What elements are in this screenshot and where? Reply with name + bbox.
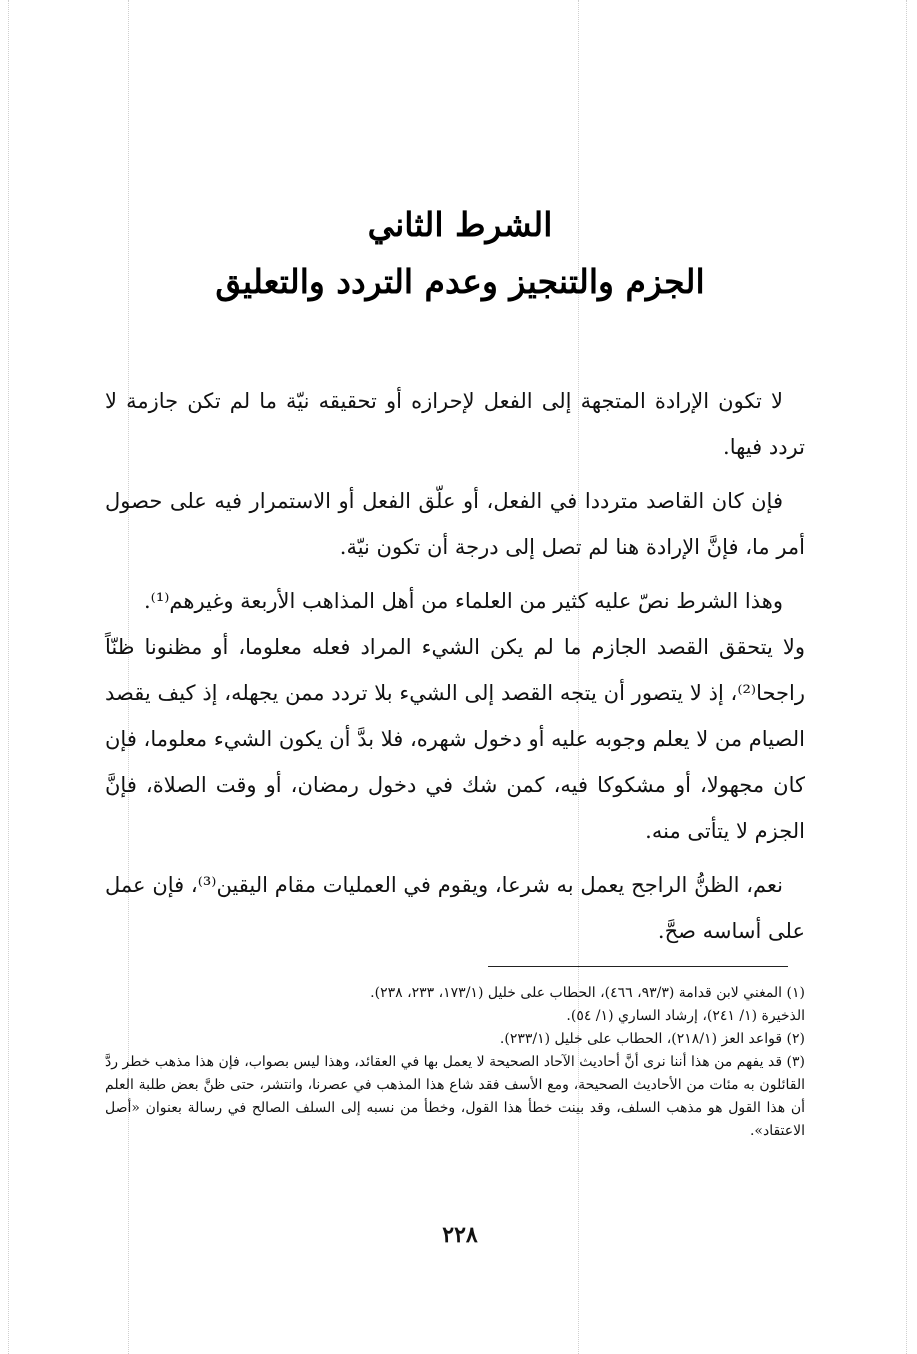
section-subtitle: الجزم والتنجيز وعدم التردد والتعليق [215, 262, 705, 301]
dotted-guide-line [8, 0, 9, 1354]
footnote: (٣) قد يفهم من هذا أننا نرى أنَّ أحاديث الآحاد الصحيحة لا يعمل بها في العقائد، وهذا ليس بصواب، فإن هذا مذهب خطر ردَّ القائلون به مئات من الأحاديث الصحيحة، ومع الأسف فقد شاع هذا المذهب في عصرنا، وانتشر، حتى ظنَّ بعض طلبة العلم أن هذا القول هو مذهب السلف، وقد بينت خطأ هذا القول، وخطأ من نسبه إلى السلف الصالح في رسالة بعنوان «أصل الاعتقاد». [105, 1054, 805, 1139]
footnote-separator [488, 966, 788, 967]
section-title: الشرط الثاني [367, 205, 553, 244]
paragraph: نعم، الظنُّ الراجح يعمل به شرعا، ويقوم في العمليات مقام اليقين⁽³⁾، فإن عمل على أساسه صحَّ. [105, 873, 805, 943]
footnote: (١) المغني لابن قدامة (٩٣/٣، ٤٦٦)، الحطاب على خليل (١٧٣/١، ٢٣٣، ٢٣٨). [370, 985, 805, 1001]
footnote: الذخيرة (١/ ٢٤١)، إرشاد الساري (١/ ٥٤). [566, 1008, 805, 1024]
page-number: ٢٢٨ [442, 1222, 478, 1248]
body-text [105, 378, 805, 962]
dotted-guide-line [906, 0, 907, 1354]
footnotes [105, 982, 805, 1143]
paragraph: لا تكون الإرادة المتجهة إلى الفعل لإحرازه أو تحقيقه نيّة ما لم تكن جازمة لا تردد فيها. [105, 389, 805, 459]
paragraph: فإن كان القاصد مترددا في الفعل، أو علّق الفعل أو الاستمرار فيه على حصول أمر ما، فإنَّ الإرادة هنا لم تصل إلى درجة أن تكون نيّة. [105, 489, 805, 559]
footnote: (٢) قواعد العز (٢١٨/١)، الحطاب على خليل (٢٣٣/١). [499, 1031, 805, 1047]
paragraph: وهذا الشرط نصّ عليه كثير من العلماء من أهل المذاهب الأربعة وغيرهم⁽¹⁾. [143, 589, 783, 613]
paragraph: ولا يتحقق القصد الجازم ما لم يكن الشيء المراد فعله معلوما، أو مظنونا ظنّاً راجحا⁽²⁾، إذ لا يتصور أن يتجه القصد إلى الشيء بلا تردد ممن يجهله، إذ كيف يقصد الصيام من لا يعلم وجوبه عليه أو دخول شهره، فلا بدَّ أن يكون الشيء معلوما، فإن كان مجهولا، أو مشكوكا فيه، كمن شك في دخول رمضان، أو وقت الصلاة، فإنَّ الجزم لا يتأتى منه. [105, 635, 805, 843]
